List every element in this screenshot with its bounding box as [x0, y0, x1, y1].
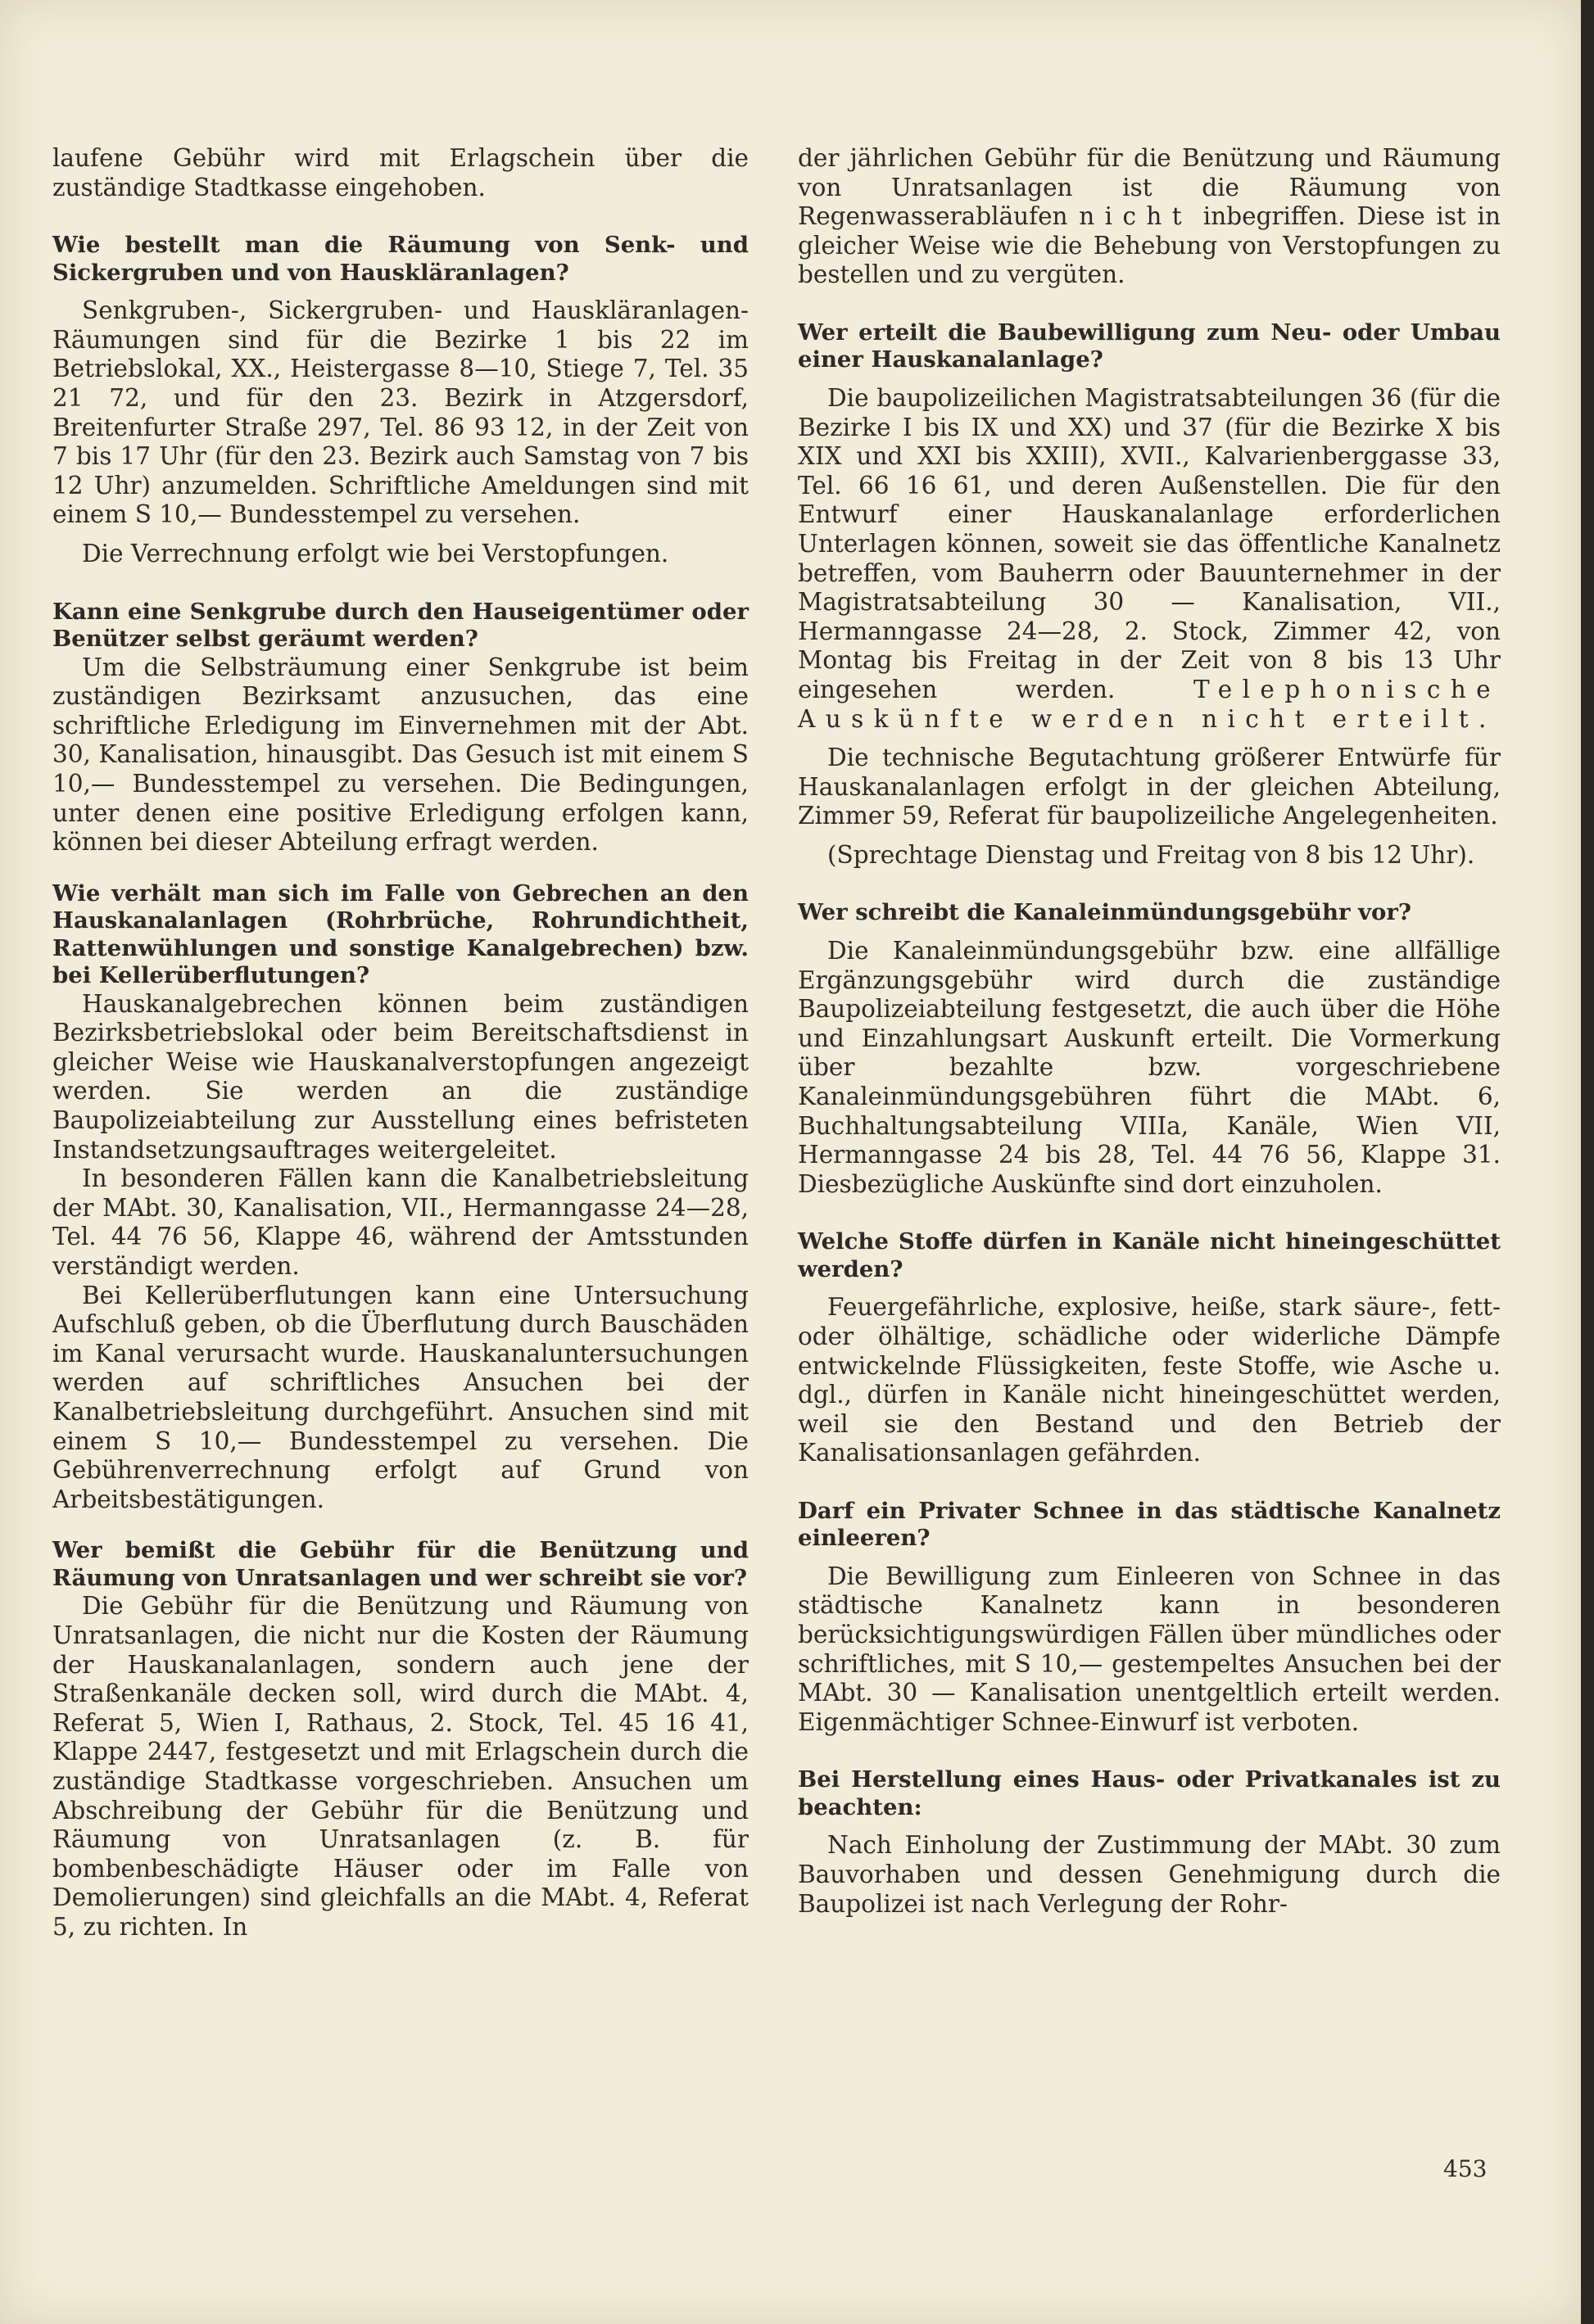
paragraph: Senkgruben-, Sickergruben- und Hauskläranlagen-Räumungen sind für die Bezirke 1 bis 22 im Betriebslokal, XX., Heistergasse 8—10, Stiege 7, Tel. 35 21 72, und für den 23. Bezirk in Atzgersdorf, Breitenfurter Straße 297, Tel. 86 93 12, in der Zeit von 7 bis 17 Uhr (für den 23. Bezirk auch Samstag von 7 bis 12 Uhr) anzumelden. Schriftliche Ameldungen sind mit einem S 10,— Bundesstempel zu versehen.: [52, 296, 749, 529]
section-heading: Wer schreibt die Kanaleinmündungsgebühr vor?: [798, 899, 1411, 926]
section-heading: Wie verhält man sich im Falle von Gebrechen an den Hauskanalanlagen (Rohrbrüche, Rohrundichtheit, Rattenwühlungen und sonstige Kanalgebrechen) bzw. bei Kellerüberflutungen?: [52, 879, 749, 989]
paragraph: Um die Selbsträumung einer Senkgrube ist beim zuständigen Bezirksamt anzusuchen, das eine schriftliche Erledigung im Einvernehmen mit der Abt. 30, Kanalisation, hinausgibt. Das Gesuch ist mit einem S 10,— Bundesstempel zu versehen. Die Bedingungen, unter denen eine positive Erledigung erfolgen kann, können bei dieser Abteilung erfragt werden.: [52, 653, 749, 857]
section-heading: Bei Herstellung eines Haus- oder Privatkanales ist zu beachten:: [798, 1766, 1501, 1820]
paragraph: Die Kanaleinmündungsgebühr bzw. eine allfällige Ergänzungsgebühr wird durch die zuständige Baupolizeiabteilung festgesetzt, die auch über die Höhe und Einzahlungsart Auskunft erteilt. Die Vormerkung über bezahlte bzw. vorgeschriebene Kanaleinmündungsgebühren führt die MAbt. 6, Buchhaltungsabteilung VIIIa, Kanäle, Wien VII, Hermanngasse 24 bis 28, Tel. 44 76 56, Klappe 31. Diesbezügliche Auskünfte sind dort einzuholen.: [798, 936, 1501, 1198]
spaced-emphasis: nicht: [1079, 202, 1193, 231]
paragraph: (Sprechtage Dienstag und Freitag von 8 bis 12 Uhr).: [827, 840, 1475, 869]
paragraph: Bei Kellerüberflutungen kann eine Untersuchung Aufschluß geben, ob die Überflutung durch Bauschäden im Kanal verursacht wurde. Hauskanaluntersuchungen werden auf schriftliches Ansuchen bei der Kanalbetriebsleitung durchgeführt. Ansuchen sind mit einem S 10,— Bundesstempel zu versehen. Die Gebührenverrechnung erfolgt auf Grund von Arbeitsbestätigungen.: [52, 1281, 749, 1513]
paragraph: Feuergefährliche, explosive, heiße, stark säure-, fett- oder ölhältige, schädliche oder widerliche Dämpfe entwickelnde Flüssigkeiten, feste Stoffe, wie Asche u. dgl., dürfen in Kanäle nicht hineingeschüttet werden, weil sie den Bestand und den Betrieb der Kanalisationsanlagen gefährden.: [798, 1293, 1501, 1467]
paragraph: Die Bewilligung zum Einleeren von Schnee in das städtische Kanalnetz kann in besonderen berücksichtigungswürdigen Fällen über mündliches oder schriftliches, mit S 10,— gestempeltes Ansuchen bei der MAbt. 30 — Kanalisation unentgeltlich erteilt werden. Eigenmächtiger Schnee-Einwurf ist verboten.: [798, 1562, 1501, 1736]
paragraph: Die Verrechnung erfolgt wie bei Verstopfungen.: [82, 539, 669, 567]
paragraph: laufene Gebühr wird mit Erlagschein über die zuständige Stadtkasse eingehoben.: [52, 144, 749, 201]
paragraph: Die Gebühr für die Benützung und Räumung von Unratsanlagen, die nicht nur die Kosten der Räumung der Hauskanalanlagen, sondern auch jene der Straßenkanäle decken soll, wird durch die MAbt. 4, Referat 5, Wien I, Rathaus, 2. Stock, Tel. 45 16 41, Klappe 2447, festgesetzt und mit Erlagschein durch die zuständige Stadtkasse vorgeschrieben. Ansuchen um Abschreibung der Gebühr für die Benützung und Räumung von Unratsanlagen (z. B. für bombenbeschädigte Häuser oder im Falle von Demolierungen) sind gleichfalls an die MAbt. 4, Referat 5, zu richten. In: [52, 1592, 749, 1941]
page-edge-shadow: [1581, 0, 1594, 2324]
section-heading: Wer erteilt die Baubewilligung zum Neu- oder Umbau einer Hauskanalanlage?: [798, 319, 1501, 373]
paragraph: Die technische Begutachtung größerer Entwürfe für Hauskanalanlagen erfolgt in der gleichen Abteilung, Zimmer 59, Referat für baupolizeiliche Angelegenheiten.: [798, 744, 1501, 830]
section-heading: Kann eine Senkgrube durch den Hauseigentümer oder Benützer selbst geräumt werden?: [52, 598, 749, 653]
paragraph: [798, 384, 1501, 734]
right-column: [798, 144, 1501, 1919]
text-run: Die baupolizeilichen Magistratsabteilungen 36 (für die Bezirke I bis IX und XX) und 37 (für die Bezirke X bis XIX und XXI bis XXIII), XVII., Kalvarienberggasse 33, Tel. 66 16 61, und deren Außenstellen. Die für den Entwurf einer Hauskanalanlage erforderlichen Unterlagen können, soweit sie das öffentliche Kanalnetz betreffen, vom Bauherrn oder Bauunternehmer in der Magistratsabteilung 30 — Kanalisation, VII., Hermanngasse 24—28, 2. Stock, Zimmer 42, von Montag bis Freitag in der Zeit von 8 bis 13 Uhr eingesehen werden.: [798, 383, 1501, 703]
text-run: inbegriffen. Diese ist in gleicher Weise wie die Behebung von Verstopfungen zu bestellen und zu vergüten.: [798, 202, 1501, 289]
text-run: der jährlichen Gebühr für die Benützung und Räumung von Unratsanlagen ist die Räumung von Regenwasserabläufen: [798, 144, 1501, 231]
spaced-emphasis: Telephonische Auskünfte werden nicht erteilt.: [798, 675, 1501, 733]
section-heading: Wie bestellt man die Räumung von Senk- und Sickergruben und von Hauskläranlagen?: [52, 232, 749, 286]
section-heading: Welche Stoffe dürfen in Kanäle nicht hineingeschüttet werden?: [798, 1228, 1501, 1282]
paragraph: [798, 144, 1501, 290]
section-heading: Darf ein Privater Schnee in das städtische Kanalnetz einleeren?: [798, 1497, 1501, 1552]
paragraph: Hauskanalgebrechen können beim zuständigen Bezirksbetriebslokal oder beim Bereitschaftsdienst in gleicher Weise wie Hauskanalverstopfungen angezeigt werden. Sie werden an die zuständige Baupolizeiabteilung zur Ausstellung eines befristeten Instandsetzungsauftrages weitergeleitet.: [52, 989, 749, 1164]
left-column: [52, 144, 749, 1942]
paragraph: Nach Einholung der Zustimmung der MAbt. 30 zum Bauvorhaben und dessen Genehmigung durch die Baupolizei ist nach Verlegung der Rohr-: [798, 1831, 1501, 1918]
page-number: 453: [1443, 2155, 1488, 2182]
section-heading: Wer bemißt die Gebühr für die Benützung und Räumung von Unratsanlagen und wer schreibt sie vor?: [52, 1537, 749, 1591]
paragraph: In besonderen Fällen kann die Kanalbetriebsleitung der MAbt. 30, Kanalisation, VII., Hermanngasse 24—28, Tel. 44 76 56, Klappe 46, während der Amtsstunden verständigt werden.: [52, 1164, 749, 1281]
